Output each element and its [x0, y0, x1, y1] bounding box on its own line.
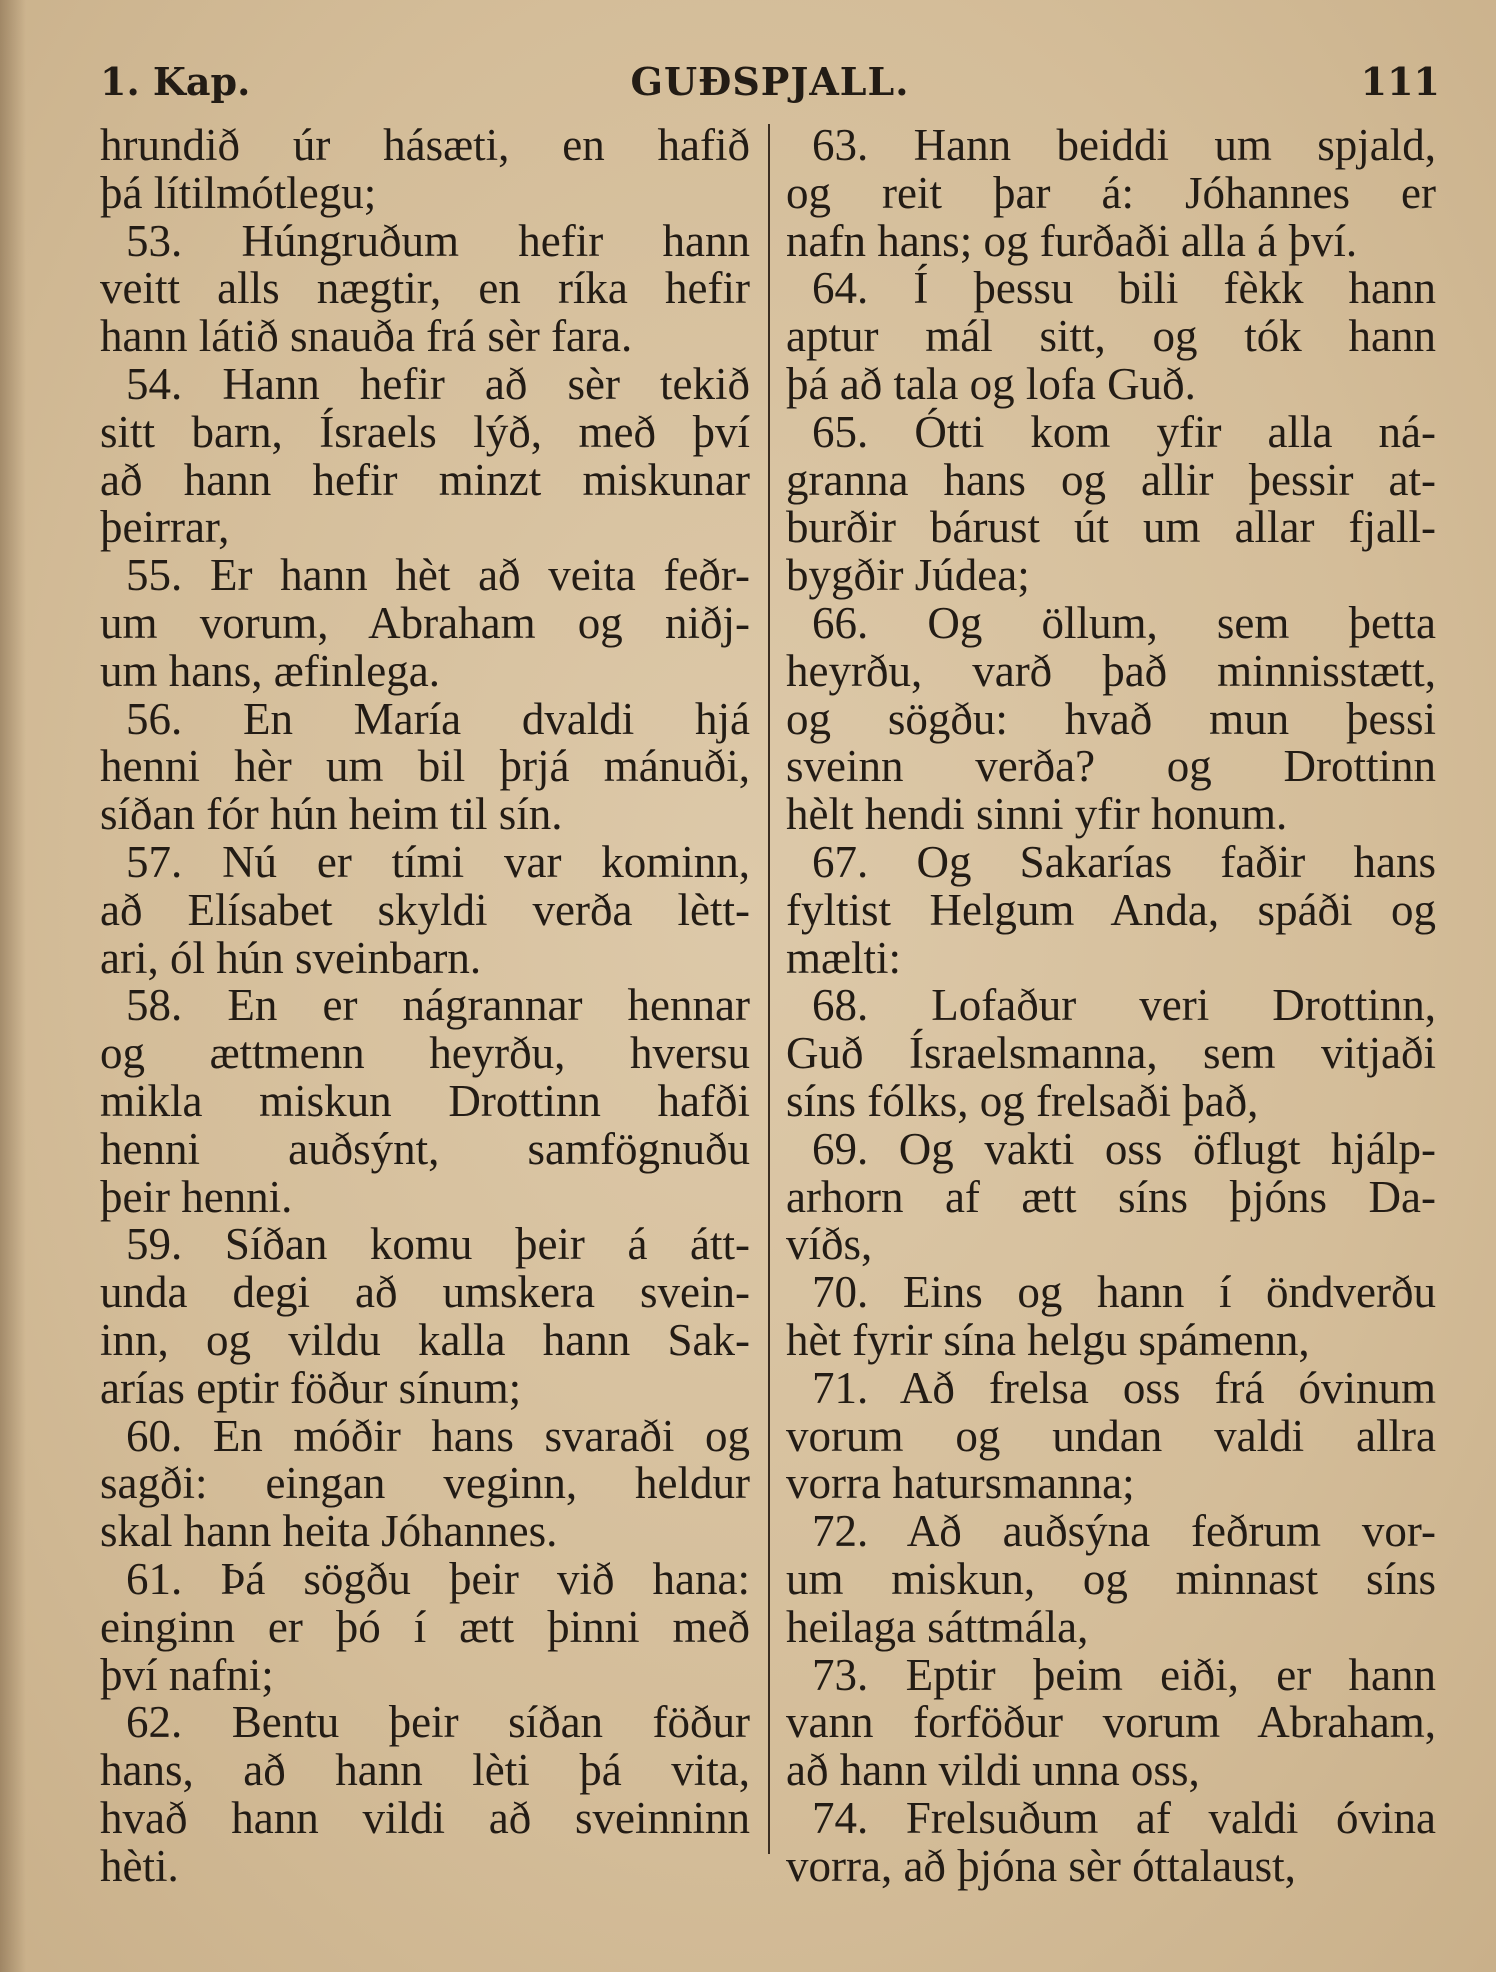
- text-line: hvað hann vildi að sveinninn: [100, 1792, 750, 1843]
- text-line: síðan fór hún heim til sín.: [100, 789, 563, 840]
- text-line: og sögðu: hvað mun þessi: [786, 693, 1436, 744]
- text-line: burðir bárust út um allar fjall-: [786, 502, 1436, 553]
- text-line: 74. Frelsuðum af valdi óvina: [812, 1792, 1436, 1843]
- page-number: 111: [1360, 59, 1440, 104]
- text-line: þá lítilmótlegu;: [100, 167, 377, 218]
- text-line: 66. Og öllum, sem þetta: [812, 597, 1436, 648]
- text-line: arías eptir föður sínum;: [100, 1362, 522, 1413]
- text-line: veitt alls nægtir, en ríka hefir: [100, 263, 750, 314]
- text-line: arhorn af ætt síns þjóns Da-: [786, 1171, 1436, 1222]
- text-line: að hann hefir minzt miskunar: [100, 454, 750, 505]
- text-line: Guð Ísraelsmanna, sem vitjaði: [786, 1028, 1436, 1079]
- text-line: að hann vildi unna oss,: [786, 1745, 1200, 1796]
- text-line: 73. Eptir þeim eiði, er hann: [812, 1649, 1436, 1700]
- text-line: granna hans og allir þessir at-: [786, 454, 1436, 505]
- running-header: [100, 52, 1440, 112]
- text-line: sagði: eingan veginn, heldur: [100, 1458, 750, 1509]
- chapter-label: 1. Kap.: [100, 59, 251, 104]
- text-line: unda degi að umskera svein-: [100, 1267, 750, 1318]
- text-line: víðs,: [786, 1219, 873, 1270]
- column-divider: [768, 124, 770, 1854]
- text-line: um miskun, og minnast síns: [786, 1553, 1436, 1604]
- text-line: og ættmenn heyrðu, hversu: [100, 1028, 750, 1079]
- text-line: 70. Eins og hann í öndverðu: [812, 1267, 1436, 1318]
- text-line: 69. Og vakti oss öflugt hjálp-: [812, 1123, 1436, 1174]
- text-line: 63. Hann beiddi um spjald,: [812, 120, 1436, 170]
- text-line: inn, og vildu kalla hann Sak-: [100, 1314, 750, 1365]
- page-title: GUÐSPJALL.: [630, 59, 910, 104]
- text-line: hans, að hann lèti þá vita,: [100, 1745, 750, 1796]
- text-line: 61. Þá sögðu þeir við hana:: [126, 1553, 750, 1604]
- text-line: 72. Að auðsýna feðrum vor-: [812, 1506, 1436, 1557]
- text-line: heilaga sáttmála,: [786, 1601, 1089, 1652]
- text-line: því nafni;: [100, 1649, 274, 1700]
- right-column: [786, 122, 1436, 1890]
- text-line: 58. En er nágrannar hennar: [126, 980, 750, 1031]
- text-line: 67. Og Sakarías faðir hans: [812, 836, 1436, 887]
- text-line: hèlt hendi sinni yfir honum.: [786, 789, 1288, 840]
- text-line: vorum og undan valdi allra: [786, 1410, 1436, 1461]
- text-line: hèt fyrir sína helgu spámenn,: [786, 1314, 1310, 1365]
- text-line: 62. Bentu þeir síðan föður: [126, 1697, 750, 1748]
- text-line: að Elísabet skyldi verða lètt-: [100, 884, 750, 935]
- left-column: [100, 122, 750, 1890]
- text-line: þeirrar,: [100, 502, 230, 553]
- text-line: 53. Húngruðum hefir hann: [126, 215, 750, 266]
- text-line: 64. Í þessu bili fèkk hann: [812, 263, 1436, 314]
- text-line: 68. Lofaður veri Drottinn,: [812, 980, 1436, 1031]
- text-line: um hans, æfinlega.: [100, 645, 440, 696]
- text-line: bygðir Júdea;: [786, 550, 1030, 601]
- gutter-shadow: [0, 0, 26, 1972]
- text-line: 56. En María dvaldi hjá: [126, 693, 750, 744]
- text-line: heyrðu, varð það minnisstætt,: [786, 645, 1436, 696]
- text-line: hann látið snauða frá sèr fara.: [100, 311, 633, 362]
- text-line: ari, ól hún sveinbarn.: [100, 932, 482, 983]
- text-line: 65. Ótti kom yfir alla ná-: [812, 406, 1436, 457]
- text-line: mælti:: [786, 932, 902, 983]
- text-line: þá að tala og lofa Guð.: [786, 358, 1196, 409]
- text-line: 71. Að frelsa oss frá óvinum: [812, 1362, 1436, 1413]
- text-line: 54. Hann hefir að sèr tekið: [126, 358, 750, 409]
- text-line: 59. Síðan komu þeir á átt-: [126, 1219, 750, 1270]
- text-line: hèti.: [100, 1840, 179, 1891]
- text-line: skal hann heita Jóhannes.: [100, 1506, 558, 1557]
- text-line: hrundið úr hásæti, en hafið: [100, 120, 750, 170]
- text-line: vorra, að þjóna sèr óttalaust,: [786, 1840, 1296, 1891]
- text-line: um vorum, Abraham og niðj-: [100, 597, 750, 648]
- text-line: aptur mál sitt, og tók hann: [786, 311, 1436, 362]
- text-line: henni hèr um bil þrjá mánuði,: [100, 741, 750, 792]
- text-line: 57. Nú er tími var kominn,: [126, 836, 750, 887]
- text-line: síns fólks, og frelsaði það,: [786, 1075, 1259, 1126]
- text-line: 55. Er hann hèt að veita feðr-: [126, 550, 750, 601]
- text-line: vorra hatursmanna;: [786, 1458, 1135, 1509]
- text-line: einginn er þó í ætt þinni með: [100, 1601, 750, 1652]
- text-line: mikla miskun Drottinn hafði: [100, 1075, 750, 1126]
- text-line: sveinn verða? og Drottinn: [786, 741, 1436, 792]
- text-line: henni auðsýnt, samfögnuðu: [100, 1123, 750, 1174]
- text-line: þeir henni.: [100, 1171, 293, 1222]
- text-line: og reit þar á: Jóhannes er: [786, 167, 1436, 218]
- text-line: sitt barn, Ísraels lýð, með því: [100, 406, 750, 457]
- text-line: nafn hans; og furðaði alla á því.: [786, 215, 1358, 266]
- text-line: fyltist Helgum Anda, spáði og: [786, 884, 1436, 935]
- text-line: 60. En móðir hans svaraði og: [126, 1410, 750, 1461]
- text-line: vann forföður vorum Abraham,: [786, 1697, 1436, 1748]
